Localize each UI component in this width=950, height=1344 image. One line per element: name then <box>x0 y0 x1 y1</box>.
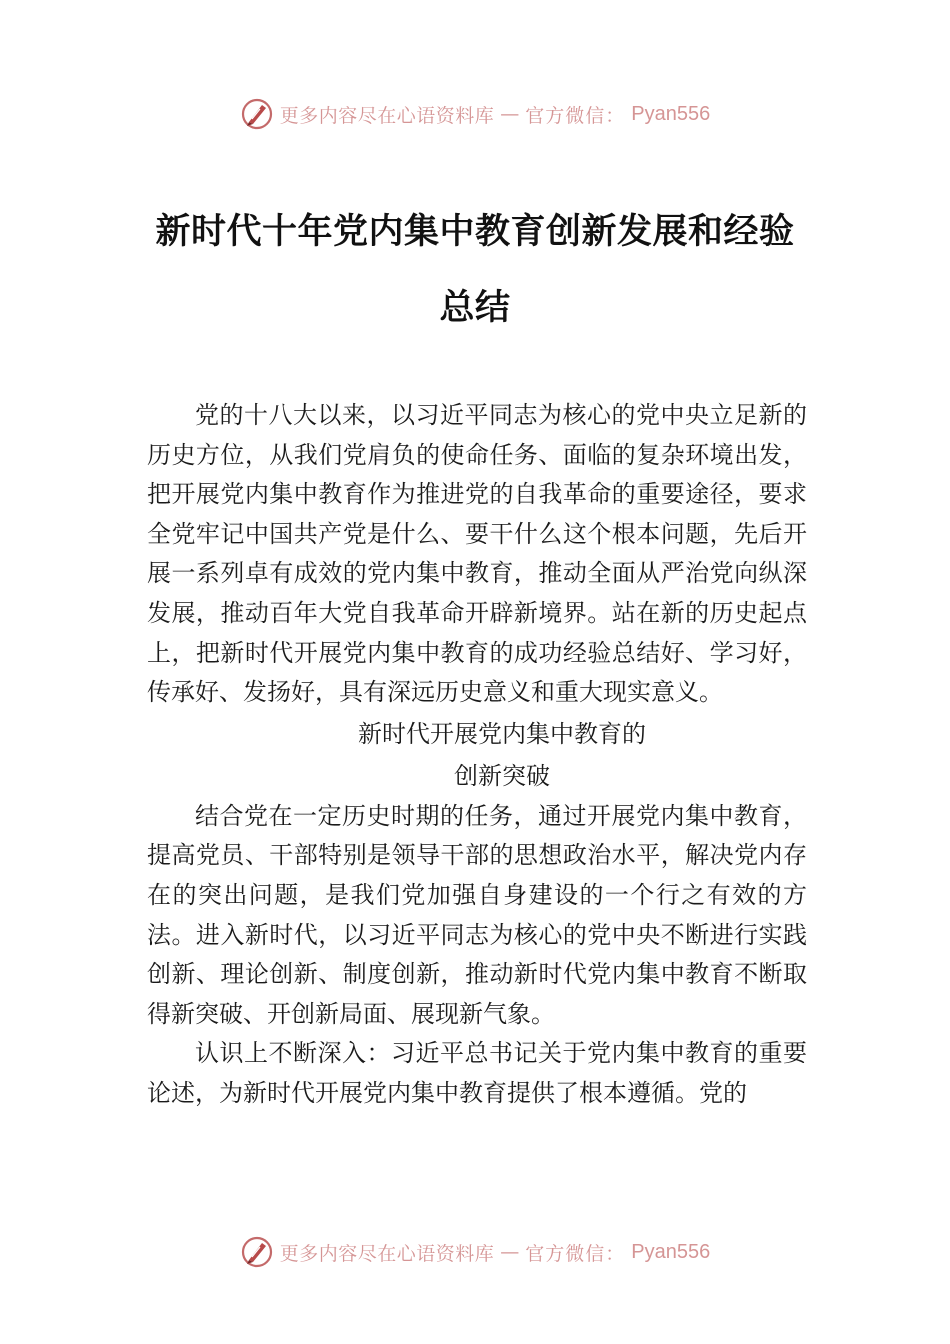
section-heading-line-1: 新时代开展党内集中教育的 <box>358 719 646 748</box>
pen-feather-logo-icon <box>240 1235 274 1269</box>
watermark-separator: — <box>500 103 520 125</box>
header-watermark <box>0 94 950 134</box>
pen-feather-logo-icon <box>240 97 274 131</box>
document-title-line-1: 新时代十年党内集中教育创新发展和经验 <box>155 211 795 252</box>
watermark-wechat-id: Pyan556 <box>631 102 711 125</box>
watermark-wechat-label: 官方微信： <box>525 1242 626 1265</box>
paragraph-intro: 党的十八大以来，以习近平同志为核心的党中央立足新的历史方位，从我们党肩负的使命任务、面临的复杂环境出发，把开展党内集中教育作为推进党的自我革命的重要途径，要求全党牢记中国共产党是什么、要干什么这个根本问题，先后开展一系列卓有成效的党内集中教育，推动全面从严治党向纵深发展，推动百年大党自我革命开辟新境界。站在新的历史起点上，把新时代开展党内集中教育的成功经验总结好、学习好，传承好、发扬好，具有深远历史意义和重大现实意义。 <box>147 401 807 707</box>
paragraph-innovation: 结合党在一定历史时期的任务，通过开展党内集中教育，提高党员、干部特别是领导干部的思想政治水平，解决党内存在的突出问题，是我们党加强自身建设的一个行之有效的方法。进入新时代，以习近平同志为核心的党中央不断进行实践创新、理论创新、制度创新，推动新时代党内集中教育不断取得新突破、开创新局面、展现新气象。 <box>147 801 807 1028</box>
watermark-wechat-label: 官方微信： <box>525 104 626 127</box>
footer-watermark <box>0 1232 950 1272</box>
watermark-text: 更多内容尽在心语资料库 <box>279 1242 495 1265</box>
section-heading-line-2: 创新突破 <box>454 761 550 790</box>
watermark-text: 更多内容尽在心语资料库 <box>279 104 495 127</box>
document-body <box>147 396 807 1114</box>
paragraph-understanding: 认识上不断深入：习近平总书记关于党内集中教育的重要论述，为新时代开展党内集中教育提供了根本遵循。党的 <box>147 1039 807 1107</box>
document-title-line-2: 总结 <box>439 287 511 328</box>
watermark-separator: — <box>500 1241 520 1263</box>
watermark-wechat-id: Pyan556 <box>631 1240 711 1263</box>
